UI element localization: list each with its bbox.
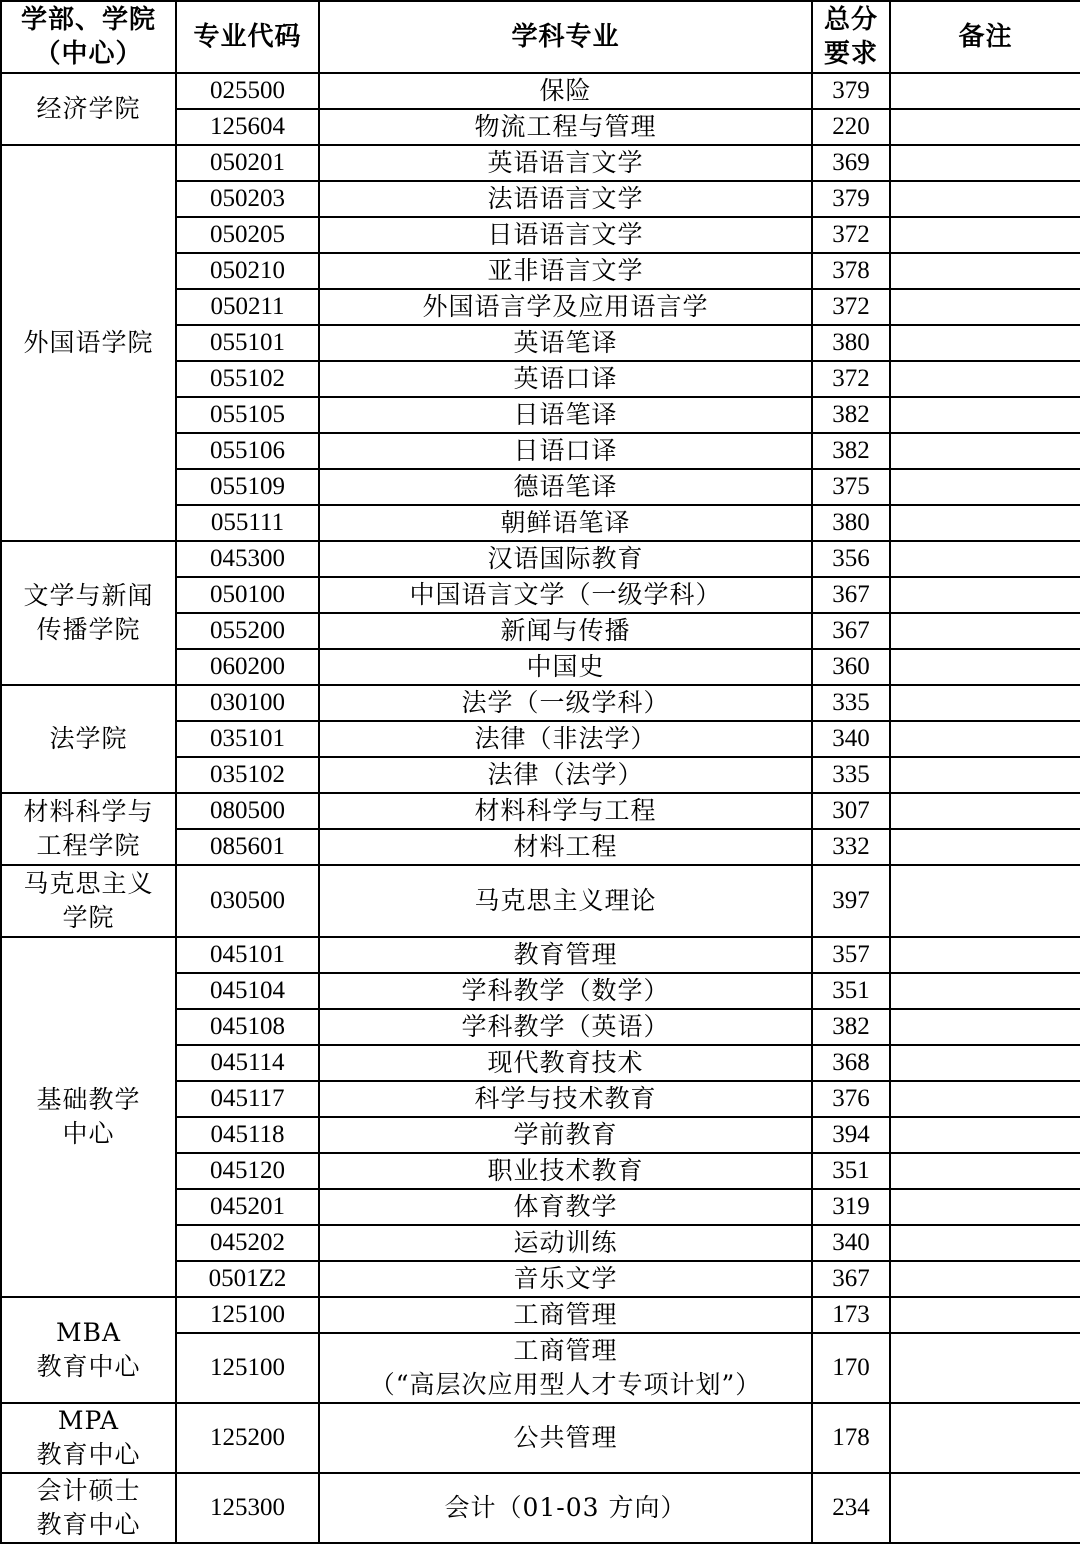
score-cell: 380 [812, 505, 890, 541]
score-cell: 367 [812, 613, 890, 649]
note-cell [890, 1261, 1080, 1297]
department-cell: 会计硕士 教育中心 [1, 1473, 176, 1543]
major-name-cell: 德语笔译 [319, 469, 812, 505]
table-row [1, 1473, 1080, 1543]
score-cell: 340 [812, 721, 890, 757]
score-cell: 382 [812, 1009, 890, 1045]
score-cell: 335 [812, 685, 890, 721]
note-cell [890, 1333, 1080, 1403]
major-name-cell: 英语语言文学 [319, 145, 812, 181]
department-cell: 法学院 [1, 685, 176, 793]
note-cell [890, 613, 1080, 649]
major-code-cell: 045108 [176, 1009, 319, 1045]
major-code-cell: 035102 [176, 757, 319, 793]
department-cell: 文学与新闻 传播学院 [1, 541, 176, 685]
major-name-cell: 物流工程与管理 [319, 109, 812, 145]
note-cell [890, 1403, 1080, 1473]
major-code-cell: 055105 [176, 397, 319, 433]
note-cell [890, 757, 1080, 793]
major-name-cell: 学前教育 [319, 1117, 812, 1153]
major-name-cell: 现代教育技术 [319, 1045, 812, 1081]
major-name-cell: 中国语言文学（一级学科） [319, 577, 812, 613]
major-name-cell: 体育教学 [319, 1189, 812, 1225]
major-code-cell: 055106 [176, 433, 319, 469]
major-name-cell: 法律（法学） [319, 757, 812, 793]
score-cell: 340 [812, 1225, 890, 1261]
major-code-cell: 125604 [176, 109, 319, 145]
major-name-cell: 朝鲜语笔译 [319, 505, 812, 541]
major-code-cell: 030100 [176, 685, 319, 721]
note-cell [890, 793, 1080, 829]
major-name-cell: 亚非语言文学 [319, 253, 812, 289]
major-code-cell: 055109 [176, 469, 319, 505]
major-code-cell: 055111 [176, 505, 319, 541]
note-cell [890, 1297, 1080, 1333]
score-cell: 379 [812, 181, 890, 217]
note-cell [890, 145, 1080, 181]
note-cell [890, 1117, 1080, 1153]
major-name-cell: 材料科学与工程 [319, 793, 812, 829]
major-code-cell: 050210 [176, 253, 319, 289]
header-major: 学科专业 [319, 1, 812, 73]
major-name-cell: 新闻与传播 [319, 613, 812, 649]
major-code-cell: 050201 [176, 145, 319, 181]
major-code-cell: 125300 [176, 1473, 319, 1543]
major-name-cell: 日语语言文学 [319, 217, 812, 253]
score-cell: 332 [812, 829, 890, 865]
major-name-cell: 法语语言文学 [319, 181, 812, 217]
major-code-cell: 045117 [176, 1081, 319, 1117]
major-code-cell: 045300 [176, 541, 319, 577]
score-cell: 380 [812, 325, 890, 361]
table-row [1, 865, 1080, 937]
score-cell: 382 [812, 397, 890, 433]
table-row [1, 937, 1080, 973]
major-name-cell: 英语笔译 [319, 325, 812, 361]
note-cell [890, 649, 1080, 685]
major-code-cell: 055102 [176, 361, 319, 397]
major-code-cell: 055101 [176, 325, 319, 361]
major-name-cell: 学科教学（数学） [319, 973, 812, 1009]
score-cell: 379 [812, 73, 890, 109]
major-name-cell: 中国史 [319, 649, 812, 685]
note-cell [890, 181, 1080, 217]
table-row [1, 541, 1080, 577]
note-cell [890, 469, 1080, 505]
score-cell: 173 [812, 1297, 890, 1333]
score-cell: 372 [812, 289, 890, 325]
note-cell [890, 109, 1080, 145]
major-code-cell: 060200 [176, 649, 319, 685]
major-name-cell: 日语口译 [319, 433, 812, 469]
score-cell: 394 [812, 1117, 890, 1153]
major-code-cell: 050211 [176, 289, 319, 325]
note-cell [890, 1225, 1080, 1261]
table-row [1, 73, 1080, 109]
score-cell: 319 [812, 1189, 890, 1225]
score-cell: 376 [812, 1081, 890, 1117]
score-cell: 335 [812, 757, 890, 793]
major-name-cell: 工商管理 [319, 1297, 812, 1333]
table-row [1, 793, 1080, 829]
major-name-cell: 会计（01-03 方向） [319, 1473, 812, 1543]
major-code-cell: 045114 [176, 1045, 319, 1081]
major-name-cell: 法律（非法学） [319, 721, 812, 757]
department-cell: 马克思主义 学院 [1, 865, 176, 937]
department-cell: 外国语学院 [1, 145, 176, 541]
major-name-cell: 汉语国际教育 [319, 541, 812, 577]
major-name-cell: 马克思主义理论 [319, 865, 812, 937]
score-cell: 170 [812, 1333, 890, 1403]
note-cell [890, 1189, 1080, 1225]
major-code-cell: 050205 [176, 217, 319, 253]
header-department: 学部、学院 （中心） [1, 1, 176, 73]
note-cell [890, 685, 1080, 721]
score-cell: 368 [812, 1045, 890, 1081]
major-name-cell: 运动训练 [319, 1225, 812, 1261]
major-name-cell: 科学与技术教育 [319, 1081, 812, 1117]
note-cell [890, 1045, 1080, 1081]
score-cell: 220 [812, 109, 890, 145]
header-row [1, 1, 1080, 73]
major-name-cell: 外国语言学及应用语言学 [319, 289, 812, 325]
note-cell [890, 541, 1080, 577]
table-body [1, 73, 1080, 1543]
note-cell [890, 433, 1080, 469]
score-cell: 367 [812, 1261, 890, 1297]
major-code-cell: 035101 [176, 721, 319, 757]
major-code-cell: 030500 [176, 865, 319, 937]
score-cell: 382 [812, 433, 890, 469]
table-row [1, 1297, 1080, 1333]
header-score: 总分 要求 [812, 1, 890, 73]
major-code-cell: 080500 [176, 793, 319, 829]
header-code: 专业代码 [176, 1, 319, 73]
major-code-cell: 125100 [176, 1297, 319, 1333]
note-cell [890, 217, 1080, 253]
department-cell: 经济学院 [1, 73, 176, 145]
header-note: 备注 [890, 1, 1080, 73]
major-name-cell: 英语口译 [319, 361, 812, 397]
table-row [1, 1403, 1080, 1473]
department-cell: MPA 教育中心 [1, 1403, 176, 1473]
major-name-cell: 材料工程 [319, 829, 812, 865]
score-cell: 397 [812, 865, 890, 937]
score-cell: 357 [812, 937, 890, 973]
note-cell [890, 1153, 1080, 1189]
major-code-cell: 055200 [176, 613, 319, 649]
note-cell [890, 1081, 1080, 1117]
department-cell: 基础教学 中心 [1, 937, 176, 1297]
major-name-cell: 工商管理 （“高层次应用型人才专项计划”） [319, 1333, 812, 1403]
note-cell [890, 289, 1080, 325]
major-name-cell: 教育管理 [319, 937, 812, 973]
note-cell [890, 361, 1080, 397]
major-name-cell: 音乐文学 [319, 1261, 812, 1297]
major-name-cell: 日语笔译 [319, 397, 812, 433]
major-name-cell: 法学（一级学科） [319, 685, 812, 721]
table-row [1, 685, 1080, 721]
major-name-cell: 职业技术教育 [319, 1153, 812, 1189]
major-code-cell: 045104 [176, 973, 319, 1009]
score-cell: 372 [812, 361, 890, 397]
note-cell [890, 397, 1080, 433]
score-cell: 351 [812, 973, 890, 1009]
score-cell: 307 [812, 793, 890, 829]
score-cell: 372 [812, 217, 890, 253]
major-code-cell: 045202 [176, 1225, 319, 1261]
score-cell: 351 [812, 1153, 890, 1189]
score-cell: 234 [812, 1473, 890, 1543]
major-name-cell: 保险 [319, 73, 812, 109]
table-row [1, 145, 1080, 181]
major-code-cell: 125200 [176, 1403, 319, 1473]
note-cell [890, 253, 1080, 289]
score-cell: 369 [812, 145, 890, 181]
major-code-cell: 050100 [176, 577, 319, 613]
note-cell [890, 577, 1080, 613]
major-name-cell: 公共管理 [319, 1403, 812, 1473]
department-cell: 材料科学与 工程学院 [1, 793, 176, 865]
note-cell [890, 937, 1080, 973]
score-cell: 367 [812, 577, 890, 613]
major-code-cell: 050203 [176, 181, 319, 217]
major-code-cell: 085601 [176, 829, 319, 865]
note-cell [890, 973, 1080, 1009]
note-cell [890, 505, 1080, 541]
department-cell: MBA 教育中心 [1, 1297, 176, 1403]
note-cell [890, 325, 1080, 361]
major-code-cell: 125100 [176, 1333, 319, 1403]
score-cell: 375 [812, 469, 890, 505]
note-cell [890, 1009, 1080, 1045]
score-cell: 178 [812, 1403, 890, 1473]
note-cell [890, 865, 1080, 937]
note-cell [890, 73, 1080, 109]
note-cell [890, 1473, 1080, 1543]
note-cell [890, 829, 1080, 865]
score-cell: 356 [812, 541, 890, 577]
score-cell: 378 [812, 253, 890, 289]
major-code-cell: 0501Z2 [176, 1261, 319, 1297]
score-cell: 360 [812, 649, 890, 685]
major-code-cell: 025500 [176, 73, 319, 109]
major-name-cell: 学科教学（英语） [319, 1009, 812, 1045]
note-cell [890, 721, 1080, 757]
major-code-cell: 045201 [176, 1189, 319, 1225]
major-code-cell: 045120 [176, 1153, 319, 1189]
major-code-cell: 045118 [176, 1117, 319, 1153]
major-code-cell: 045101 [176, 937, 319, 973]
